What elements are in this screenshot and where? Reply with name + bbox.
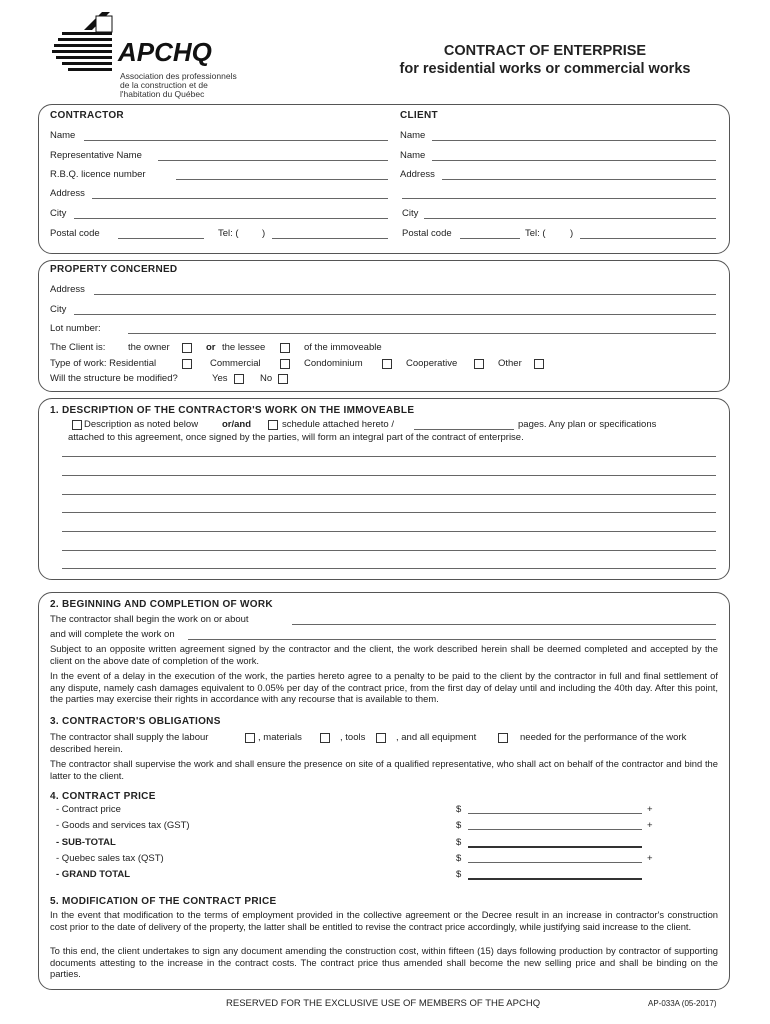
price-row-currency: $	[456, 837, 462, 848]
property-heading: PROPERTY CONCERNED	[50, 264, 178, 275]
description-line-4[interactable]	[62, 512, 716, 513]
section-2-para-1: Subject to an opposite written agreement signed by the contractor and the client, the work described herein shall be deemed completed and accepted by the client on the above date of completion of the work.	[50, 643, 718, 666]
property-address-label: Address	[50, 284, 85, 295]
begin-label: The contractor shall begin the work on or about	[50, 614, 249, 625]
no-checkbox[interactable]	[278, 374, 288, 384]
section-1-heading: 1. DESCRIPTION OF THE CONTRACTOR'S WORK ON THE IMMOVEABLE	[50, 405, 415, 416]
client-postal-field[interactable]	[460, 238, 520, 239]
price-row-plus: +	[647, 853, 653, 864]
or-label: or	[206, 342, 216, 353]
described-label: described herein.	[50, 744, 123, 755]
description-checkbox[interactable]	[72, 420, 82, 430]
property-city-field[interactable]	[74, 314, 716, 315]
price-row-field[interactable]	[468, 846, 642, 848]
contractor-rep-label: Representative Name	[50, 150, 142, 161]
contractor-name-field[interactable]	[84, 140, 388, 141]
contractor-postal-field[interactable]	[118, 238, 204, 239]
type-of-work-label: Type of work: Residential	[50, 358, 157, 369]
contractor-tel-label: Tel: (	[218, 228, 239, 239]
owner-label: the owner	[128, 342, 170, 353]
other-checkbox[interactable]	[534, 359, 544, 369]
section-5-heading: 5. MODIFICATION OF THE CONTRACT PRICE	[50, 896, 277, 907]
tools-checkbox[interactable]	[376, 733, 386, 743]
client-address-field[interactable]	[442, 179, 716, 180]
owner-checkbox[interactable]	[182, 343, 192, 353]
contractor-city-label: City	[50, 208, 67, 219]
equipment-label: , and all equipment	[396, 732, 477, 743]
property-lot-label: Lot number:	[50, 323, 101, 334]
client-city-field[interactable]	[424, 218, 716, 219]
section-5-para-2: To this end, the client undertakes to sign any document amending the construction cost, within fifteen (15) days following production by contractor of supporting documents attesting to the increase in the contract costs. The contract price thus amended shall become the new selling price and shall be binding on the parties.	[50, 945, 718, 980]
yes-checkbox[interactable]	[234, 374, 244, 384]
cooperative-checkbox[interactable]	[474, 359, 484, 369]
contractor-tel-close: )	[262, 228, 266, 239]
logo-subtitle: Association des professionnels de la construction et de l'habitation du Québec	[120, 71, 237, 99]
attached-text: attached to this agreement, once signed by the parties, will form an integral part of the contract of enterprise.	[68, 432, 524, 443]
description-line-3[interactable]	[62, 494, 716, 495]
title-line-1: CONTRACT OF ENTERPRISE	[443, 43, 647, 59]
client-tel-label: Tel: (	[525, 228, 546, 239]
price-row-plus: +	[647, 820, 653, 831]
schedule-label: schedule attached hereto /	[282, 419, 394, 430]
property-lot-field[interactable]	[128, 333, 716, 334]
section-4-heading: 4. CONTRACT PRICE	[50, 791, 156, 802]
complete-label: and will complete the work on	[50, 629, 175, 640]
materials-checkbox[interactable]	[320, 733, 330, 743]
supply-label: The contractor shall supply the labour	[50, 732, 209, 743]
client-name2-field[interactable]	[432, 160, 716, 161]
contractor-heading: CONTRACTOR	[50, 110, 124, 121]
section-2-para-2: In the event of a delay in the execution of the work, the parties hereto agree to a penalty to be paid to the client by the contractor in full and final settlement of any dispute, namely cash damages equivalent to 0.05% per day of the contract price, from the first day of delay until and including the 40th day. After this point, the parties may exercise their rights in accordance with any recourse that is available to them.	[50, 670, 718, 705]
price-row-field[interactable]	[468, 878, 642, 880]
contractor-rbq-field[interactable]	[176, 179, 388, 180]
document-title	[360, 42, 730, 78]
client-city-label: City	[402, 208, 419, 219]
pages-field[interactable]	[414, 429, 514, 430]
property-city-label: City	[50, 304, 67, 315]
price-row-plus: +	[647, 804, 653, 815]
residential-checkbox[interactable]	[182, 359, 192, 369]
section-2-heading: 2. BEGINNING AND COMPLETION OF WORK	[50, 599, 273, 610]
performance-label: needed for the performance of the work	[520, 732, 687, 743]
contractor-rep-field[interactable]	[158, 160, 388, 161]
materials-label: , materials	[258, 732, 302, 743]
section-3-heading: 3. CONTRACTOR'S OBLIGATIONS	[50, 716, 221, 727]
form-code: AP-033A (05-2017)	[648, 999, 717, 1008]
client-is-label: The Client is:	[50, 342, 106, 353]
client-tel-close: )	[570, 228, 574, 239]
price-row-label: - Goods and services tax (GST)	[56, 820, 190, 831]
client-tel-field[interactable]	[580, 238, 716, 239]
pages-label: pages. Any plan or specifications	[518, 419, 657, 430]
price-row-label: - GRAND TOTAL	[56, 869, 131, 880]
property-address-field[interactable]	[94, 294, 716, 295]
description-label: Description as noted below	[84, 419, 199, 430]
price-row-label: - Quebec sales tax (QST)	[56, 853, 164, 864]
labour-checkbox[interactable]	[245, 733, 255, 743]
lessee-checkbox[interactable]	[280, 343, 290, 353]
contractor-rbq-label: R.B.Q. licence number	[50, 169, 146, 180]
price-row-currency: $	[456, 853, 462, 864]
other-label: Other	[498, 358, 522, 369]
modified-label: Will the structure be modified?	[50, 373, 178, 384]
client-name2-label: Name	[400, 150, 426, 161]
section-3-para-2: The contractor shall supervise the work and shall ensure the presence on site of a qualified representative, who shall act on behalf of the contractor and bind the latter to the client.	[50, 758, 718, 781]
price-row-field[interactable]	[468, 813, 642, 814]
yes-label: Yes	[212, 373, 228, 384]
commercial-checkbox[interactable]	[280, 359, 290, 369]
price-row-label: - Contract price	[56, 804, 121, 815]
no-label: No	[260, 373, 273, 384]
condominium-checkbox[interactable]	[382, 359, 392, 369]
of-immoveable-label: of the immoveable	[304, 342, 382, 353]
complete-date-field[interactable]	[188, 639, 716, 640]
contractor-postal-label: Postal code	[50, 228, 100, 239]
description-line-2[interactable]	[62, 475, 716, 476]
price-row-field[interactable]	[468, 862, 642, 863]
client-name1-label: Name	[400, 130, 426, 141]
begin-date-field[interactable]	[292, 624, 716, 625]
description-line-6[interactable]	[62, 550, 716, 551]
price-row-currency: $	[456, 869, 462, 880]
title-line-2: for residential works or commercial works	[399, 61, 691, 77]
price-row-currency: $	[456, 804, 462, 815]
description-line-5[interactable]	[62, 531, 716, 532]
contractor-tel-field[interactable]	[272, 238, 388, 239]
contractor-address-label: Address	[50, 188, 85, 199]
footer-reserved: RESERVED FOR THE EXCLUSIVE USE OF MEMBERS OF THE APCHQ	[226, 998, 541, 1009]
contractor-name-label: Name	[50, 130, 76, 141]
or-and-label: or/and	[222, 419, 252, 430]
price-row-label: - SUB-TOTAL	[56, 837, 116, 848]
client-address-label: Address	[400, 169, 435, 180]
schedule-checkbox[interactable]	[268, 420, 278, 430]
description-line-1[interactable]	[62, 456, 716, 457]
equipment-checkbox[interactable]	[498, 733, 508, 743]
section-5-para-1: In the event that modification to the terms of employment provided in the collective agreement or the Decree result in an increase in contractor's construction cost prior to the date of delivery of the property, the latter shall be entitled to revise the contract price accordingly, while justifying said increase to the client.	[50, 909, 718, 932]
logo-wordmark: APCHQ	[118, 37, 212, 67]
condominium-label: Condominium	[304, 358, 363, 369]
description-line-7[interactable]	[62, 568, 716, 569]
lessee-label: the lessee	[222, 342, 266, 353]
tools-label: , tools	[340, 732, 366, 743]
contractor-city-field[interactable]	[74, 218, 388, 219]
client-name1-field[interactable]	[432, 140, 716, 141]
commercial-label: Commercial	[210, 358, 261, 369]
price-row-currency: $	[456, 820, 462, 831]
price-row-field[interactable]	[468, 829, 642, 830]
client-postal-label: Postal code	[402, 228, 452, 239]
cooperative-label: Cooperative	[406, 358, 458, 369]
client-heading: CLIENT	[400, 110, 438, 121]
client-address2-field[interactable]	[402, 198, 716, 199]
contractor-address-field[interactable]	[92, 198, 388, 199]
